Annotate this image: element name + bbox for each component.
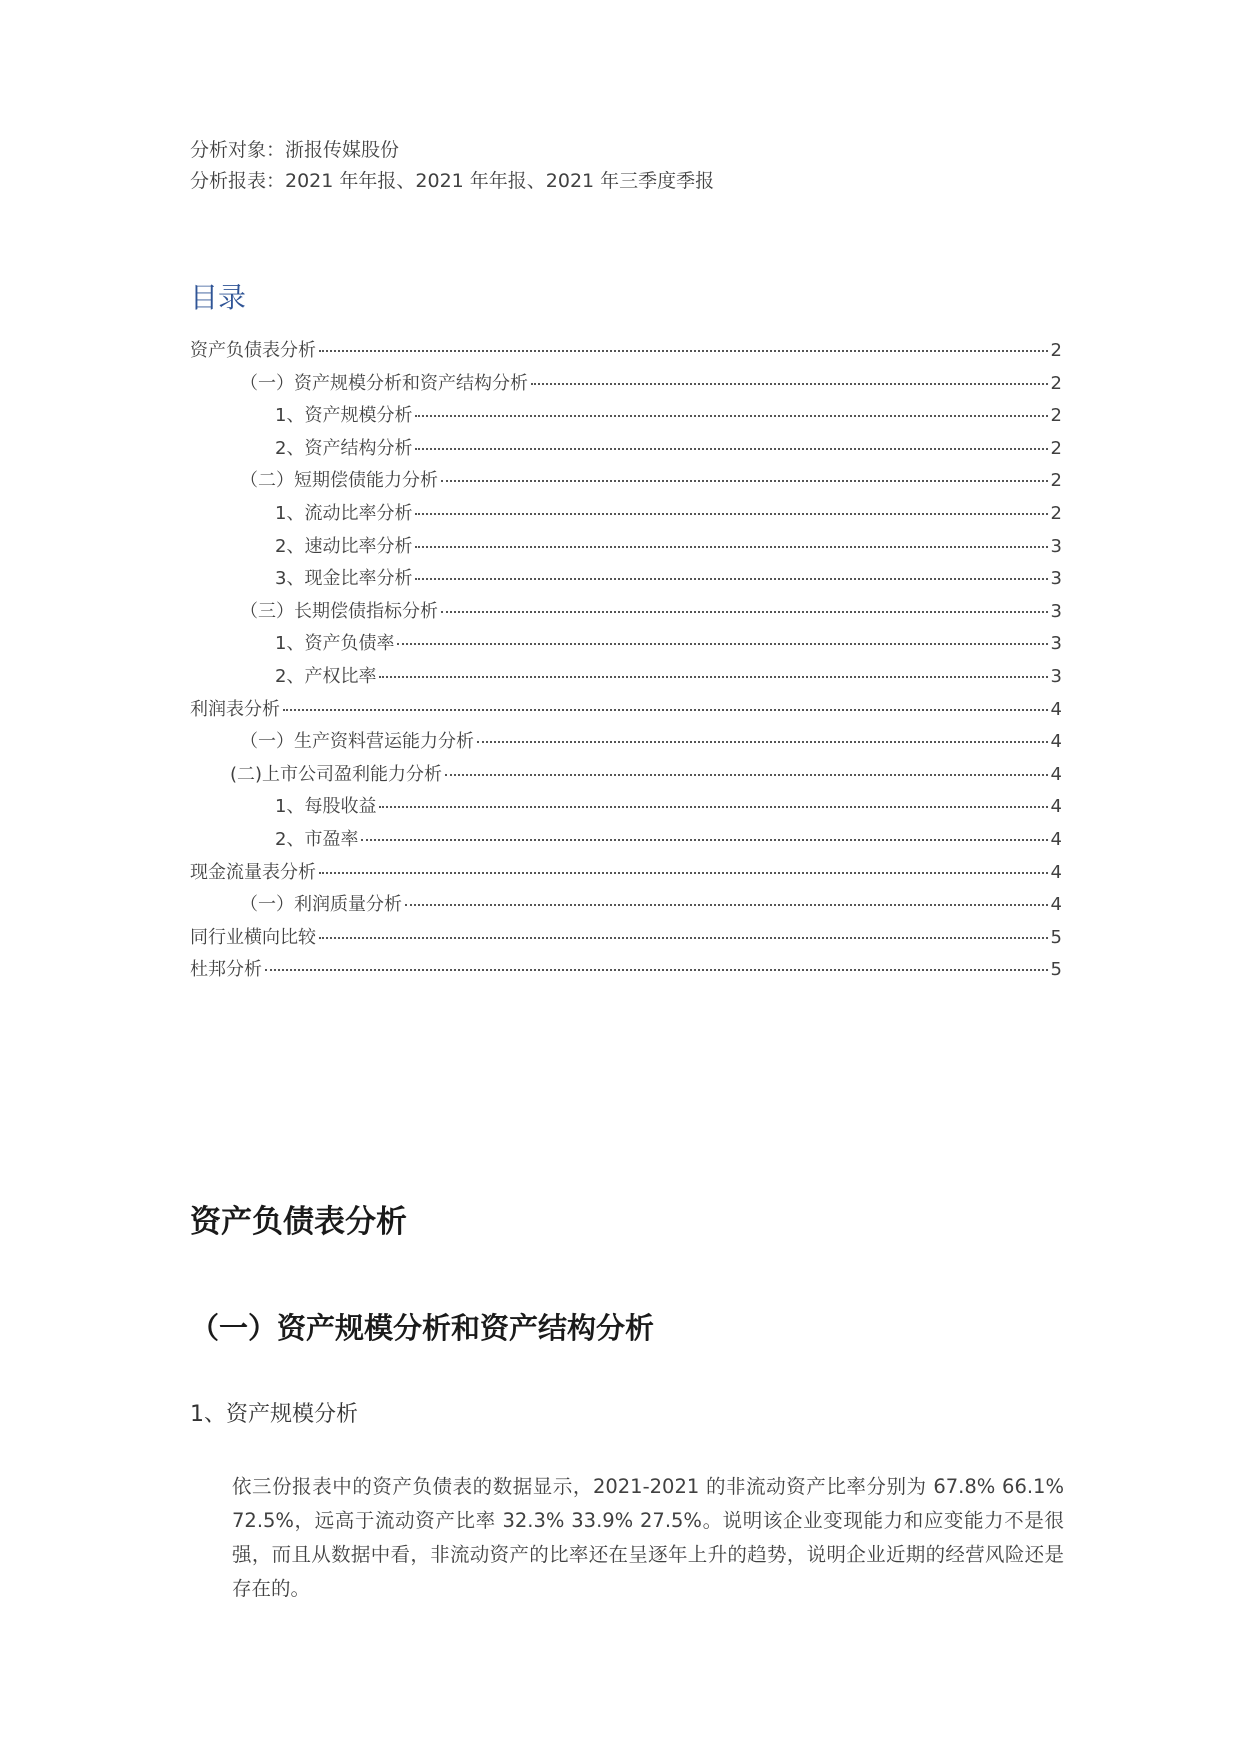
toc-entry[interactable]: [190, 401, 1062, 434]
toc-entry[interactable]: [190, 532, 1062, 565]
table-of-contents: [190, 336, 1062, 988]
toc-entry[interactable]: [190, 597, 1062, 630]
toc-entry[interactable]: [190, 434, 1062, 467]
toc-entry-label: （二）短期偿债能力分析: [240, 470, 438, 492]
toc-entry-page: 3: [1050, 568, 1062, 590]
toc-entry-label: （三）长期偿债指标分析: [240, 600, 438, 622]
toc-entry[interactable]: [190, 336, 1062, 369]
toc-entry-page: 4: [1050, 698, 1062, 720]
toc-entry-label: 1、每股收益: [275, 796, 377, 818]
toc-entry-page: 3: [1050, 665, 1062, 687]
toc-leader: [319, 350, 1048, 352]
toc-entry-page: 3: [1050, 633, 1062, 655]
toc-entry-page: 4: [1050, 731, 1062, 753]
toc-entry[interactable]: [190, 760, 1062, 793]
toc-entry[interactable]: [190, 858, 1062, 891]
toc-entry-label: （一）资产规模分析和资产结构分析: [240, 372, 528, 394]
toc-entry[interactable]: [190, 499, 1062, 532]
toc-entry-page: 3: [1050, 535, 1062, 557]
toc-leader: [441, 611, 1048, 613]
toc-entry-label: 2、资产结构分析: [275, 437, 413, 459]
toc-leader: [319, 937, 1048, 939]
toc-leader: [265, 969, 1048, 971]
toc-entry-label: 资产负债表分析: [190, 340, 316, 361]
toc-entry-label: 利润表分析: [190, 698, 280, 720]
toc-leader: [319, 872, 1048, 874]
toc-entry-page: 5: [1050, 926, 1062, 948]
toc-entry-page: 2: [1050, 470, 1062, 492]
toc-entry-label: 1、资产规模分析: [275, 405, 413, 427]
toc-entry-page: 2: [1050, 437, 1062, 459]
toc-entry-page: 4: [1050, 861, 1062, 883]
toc-leader: [415, 546, 1047, 548]
toc-entry-page: 2: [1050, 405, 1062, 427]
toc-entry[interactable]: [190, 369, 1062, 402]
toc-leader: [477, 741, 1048, 743]
toc-entry-label: 现金流量表分析: [190, 861, 316, 883]
toc-entry-label: 1、流动比率分析: [275, 502, 413, 524]
toc-leader: [379, 676, 1047, 678]
toc-leader: [445, 774, 1048, 776]
toc-entry-label: 同行业横向比较: [190, 926, 316, 948]
toc-leader: [415, 513, 1047, 515]
toc-entry-page: 2: [1050, 502, 1062, 524]
toc-entry-label: 杜邦分析: [190, 959, 262, 981]
toc-leader: [415, 415, 1047, 417]
toc-entry-label: （一）利润质量分析: [240, 894, 402, 916]
subsection-heading: （一）资产规模分析和资产结构分析: [190, 1311, 655, 1345]
section-heading: 资产负债表分析: [190, 1204, 407, 1240]
toc-entry[interactable]: [190, 695, 1062, 728]
analysis-object-line: 分析对象：浙报传媒股份: [190, 139, 400, 161]
toc-entry-page: 4: [1050, 828, 1062, 850]
toc-leader: [441, 480, 1048, 482]
toc-entry-label: 2、速动比率分析: [275, 535, 413, 557]
analysis-reports-line: 分析报表：2021 年年报、2021 年年报、2021 年三季度季报: [190, 170, 715, 192]
toc-leader: [531, 383, 1048, 385]
sub-subsection-heading: 1、资产规模分析: [190, 1402, 358, 1427]
toc-entry[interactable]: [190, 727, 1062, 760]
toc-leader: [379, 806, 1047, 808]
toc-entry-label: （一）生产资料营运能力分析: [240, 731, 474, 753]
toc-entry[interactable]: [190, 629, 1062, 662]
toc-entry-label: (二)上市公司盈利能力分析: [230, 763, 443, 785]
toc-title: 目录: [190, 281, 247, 314]
toc-entry-page: 2: [1050, 340, 1062, 361]
toc-leader: [361, 839, 1047, 841]
toc-entry[interactable]: [190, 955, 1062, 988]
toc-leader: [397, 643, 1047, 645]
toc-entry-label: 2、市盈率: [275, 828, 359, 850]
toc-entry[interactable]: [190, 662, 1062, 695]
body-paragraph: 依三份报表中的资产负债表的数据显示，2021-2021 的非流动资产比率分别为 67.8% 66.1% 72.5%，远高于流动资产比率 32.3% 33.9% 27.5%。说明该企业变现能力和应变能力不是很强，而且从数据中看，非流动资产的比率还在呈逐年上升的趋势，说明企业近期的经营风险还是存在的。: [232, 1475, 1064, 1600]
toc-entry-page: 5: [1050, 959, 1062, 981]
toc-entry[interactable]: [190, 890, 1062, 923]
toc-entry-page: 4: [1050, 894, 1062, 916]
toc-entry-page: 3: [1050, 600, 1062, 622]
toc-leader: [405, 904, 1048, 906]
toc-leader: [415, 578, 1047, 580]
toc-leader: [283, 709, 1048, 711]
toc-entry-label: 1、资产负债率: [275, 633, 395, 655]
toc-entry[interactable]: [190, 564, 1062, 597]
toc-entry-page: 2: [1050, 372, 1062, 394]
toc-entry-page: 4: [1050, 796, 1062, 818]
toc-entry[interactable]: [190, 792, 1062, 825]
toc-entry[interactable]: [190, 466, 1062, 499]
toc-entry[interactable]: [190, 825, 1062, 858]
toc-entry-label: 2、产权比率: [275, 665, 377, 687]
toc-entry[interactable]: [190, 923, 1062, 956]
toc-entry-label: 3、现金比率分析: [275, 568, 413, 590]
toc-entry-page: 4: [1050, 763, 1062, 785]
toc-leader: [415, 448, 1047, 450]
